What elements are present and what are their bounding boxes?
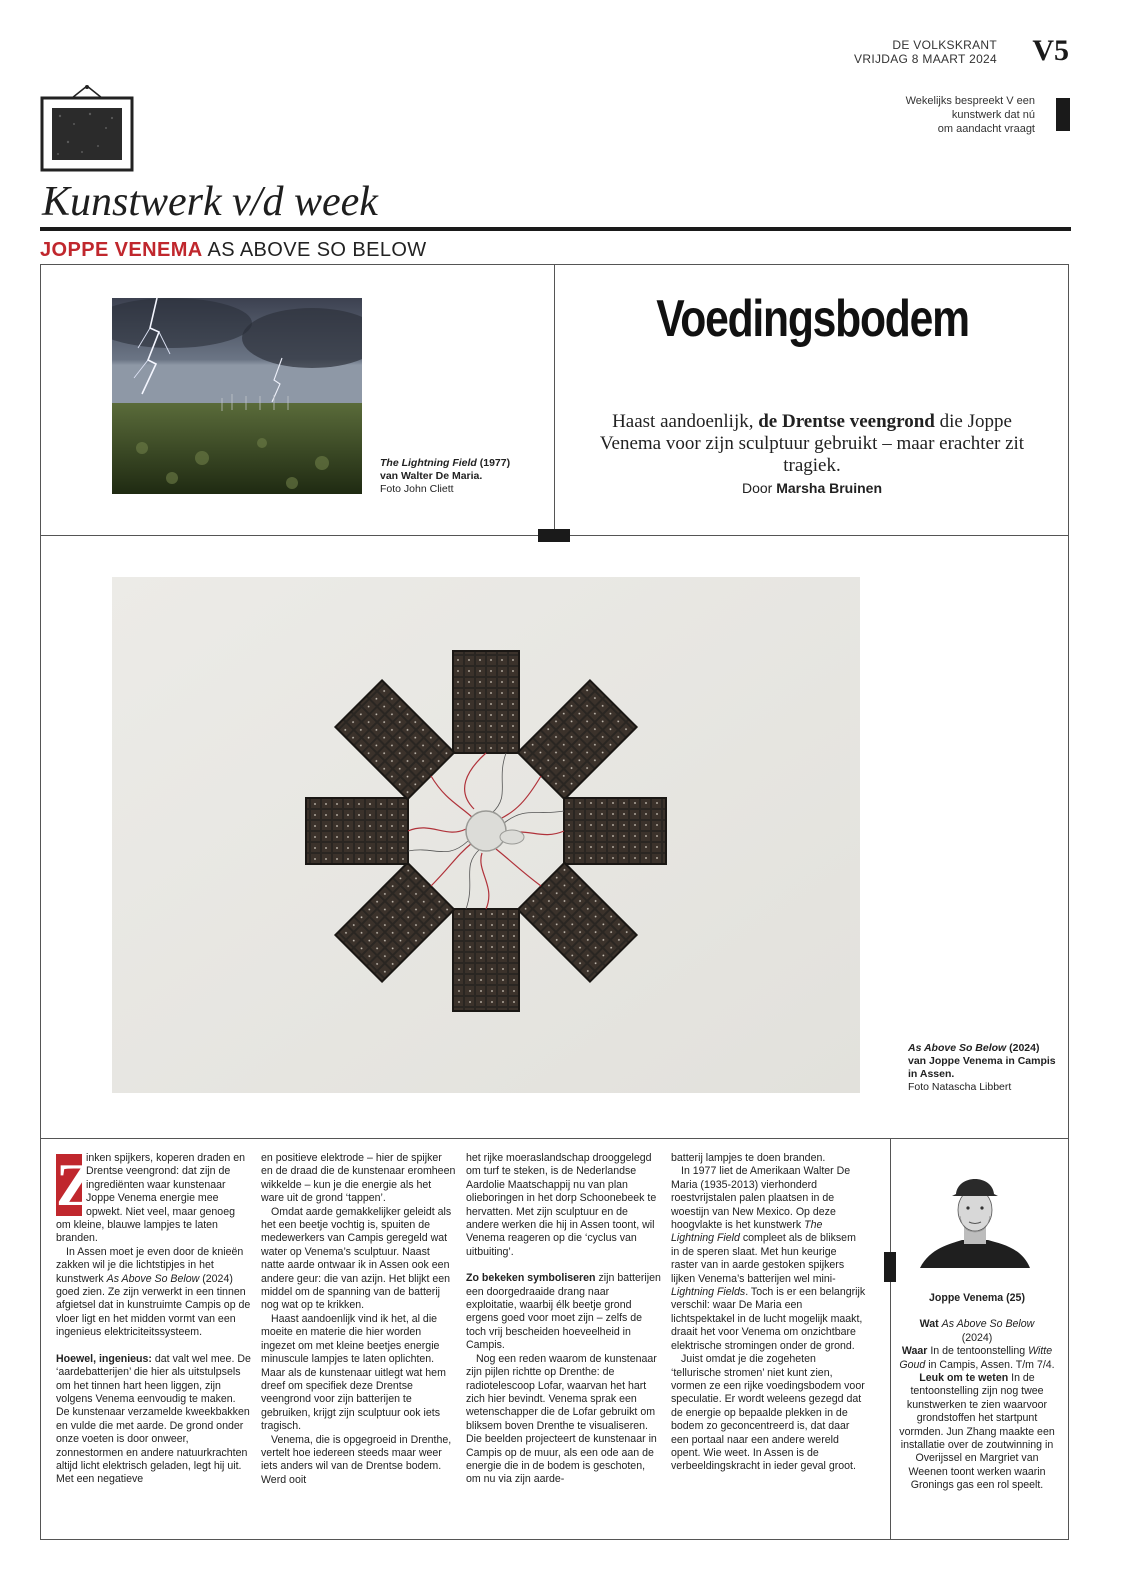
label: Leuk om te weten: [919, 1372, 1009, 1385]
text: In 1977 liet de Amerikaan Walter De Maria (1935-2013) vierhonderd roestvrijstalen palen plaatsen in de woestijn van New Mexico. Op deze hoogvlakte is het kunstwerk: [671, 1165, 851, 1232]
work-year: (2024): [961, 1331, 993, 1344]
storm-photo-caption: [380, 457, 550, 496]
exhibition-title: Witte Goud: [899, 1345, 1053, 1371]
article-column-3: [466, 1152, 661, 1487]
page-number: V5: [1032, 34, 1069, 67]
text: . Toch is er een belangrijk verschil: waar De Maria een lichtspektakel in de lucht mogelijk maakt, draait het voor Venema om onzichtbare elektrische stromingen onder de grond.: [671, 1286, 866, 1352]
drop-cap: Z: [56, 1152, 97, 1218]
section-title: Kunstwerk v/d week: [42, 179, 378, 225]
work-title: As Above So Below: [941, 1318, 1035, 1331]
paragraph: [466, 1272, 661, 1352]
intro-line: Wekelijks bespreekt V een: [905, 95, 1035, 107]
paragraph: inken spijkers, koperen draden en Drentse veengrond: dat zijn de ingrediënten waar kunstenaar Joppe Venema energie mee opwekt. Niet veel, maar genoeg om kleine, blauwe lampjes te laten branden.: [56, 1152, 246, 1245]
paragraph: Haast aandoenlijk vind ik het, al die moeite en materie die hier worden ingezet om met kleine beetjes energie minuscule lampjes te laten oplichten. Maar als de kunstenaar uitlegt wat hem dreef om specifiek deze Drentse veengrond voor zijn batterijen te gebruiken, krijgt zijn sculptuur ook iets tragisch.: [261, 1312, 446, 1433]
caption-year: (2024): [1006, 1042, 1040, 1054]
paragraph: Venema, die is opgegroeid in Drenthe, vertelt hoe iedereen steeds maar weer iets anders wil van de Drentse bodem. Werd ooit: [261, 1433, 452, 1486]
paper-name: DE VOLKSKRANT: [892, 38, 997, 52]
caption-credit: Foto John Cliett: [380, 483, 454, 495]
text: In de tentoonstelling zijn nog twee kunstwerken te zien waarvoor grondstoffen het startpunt vormden. Jun Zhang maakte een installatie over de zoutwinning in Overijssel en Margriet van Weenen toont werken waarin Gronings gas een rol speelt.: [899, 1372, 1055, 1492]
subhead: Zo bekeken symboliseren: [466, 1272, 596, 1285]
intro-line: om aandacht vraagt: [937, 123, 1035, 135]
info-waar: [896, 1345, 1058, 1372]
sidebar-divider: [890, 1138, 891, 1540]
caption-artist: van Walter De Maria.: [380, 470, 483, 482]
text: compleet als de bliksem in de speren slaat. Met hun keurige raster van in aarde gestoken spijkers lijken Venema’s batterijen wel mini-: [671, 1232, 856, 1285]
kicker-work: AS ABOVE SO BELOW: [207, 239, 427, 261]
artist-name: Joppe Venema (25): [929, 1292, 1025, 1304]
paragraph: Omdat aarde gemakkelijker geleidt als het een beetje vochtig is, spuiten de medewerkers van Campis geregeld wat water op Venema’s sculptuur. Naast natte aarde ontwaar ik in Assen ook een andere geur: die van azijn. Het blijkt een middel om de spanning van de batterij nog wat op te krikken.: [261, 1205, 452, 1312]
lede-text: Haast aandoenlijk,: [612, 411, 759, 432]
label: Waar: [901, 1345, 928, 1358]
picture-frame-icon: [40, 84, 134, 172]
byline-author: Marsha Bruinen: [776, 480, 883, 496]
issue-date: VRIJDAG 8 MAART 2024: [854, 52, 997, 66]
paragraph: [671, 1165, 866, 1353]
paragraph: het rijke moeraslandschap drooggelegd om turf te steken, is de Nederlandse Aardolie Maatschappij nu van plan olieboringen in het dorp Schoonebeek te hervatten. Met zijn sculptuur en de andere werken die hij in Assen toont, wil Venema reageren op die ‘cyclus van uitbuiting’.: [466, 1152, 657, 1258]
text: dat valt wel mee. De ‘aardebatterijen’ die hier als uitstulpsels om het tinnen hart heen liggen, zijn volgens Venema eenvoudig te maken. De kunstenaar verzamelde kweekbakken en vulde die met aarde. De grond onder onze voeten is door onweer, zonnestormen en andere natuurkrachten altijd licht elektrisch geladen, legt hij uit. Met een negatieve: [56, 1352, 251, 1486]
text: In Assen moet je even door de knieën zakken wil je die lichtstipjes in het kunstwerk: [56, 1245, 244, 1285]
kicker-artist: JOPPE VENEMA: [40, 239, 203, 261]
work-title: As Above So Below: [106, 1272, 200, 1285]
caption-title: As Above So Below: [908, 1042, 1007, 1054]
masthead-info: [854, 38, 997, 66]
lede: [580, 411, 1044, 477]
byline-prefix: Door: [741, 480, 777, 496]
paragraph: batterij lampjes te doen branden.: [671, 1152, 826, 1164]
sidebar-tab-marker: [884, 1252, 896, 1282]
paragraph: Nog een reden waarom de kunstenaar zijn pijlen richtte op Drenthe: de radiotelescoop Lofar, waarvan het hart zich hier bevindt. Venema sprak een wetenschapper die de Lofar gebruikt om bliksem boven Drenthe te visualiseren. Die beelden projecteert de kunstenaar in Campis op de muur, als een ode aan de energie die in de bodem is geschoten, om nu via zijn aarde-: [466, 1352, 657, 1486]
caption-credit: Foto Natascha Libbert: [908, 1081, 1012, 1093]
info-wat: [896, 1318, 1058, 1331]
artist-portrait: [916, 1168, 1034, 1268]
panel-tab-marker: [538, 529, 570, 542]
text: In de tentoonstelling: [930, 1345, 1029, 1358]
work-title: Lightning Fields: [671, 1286, 746, 1299]
lightning-field-photo: [112, 298, 362, 494]
subhead: Hoewel, ingenieus:: [56, 1352, 152, 1365]
article-column-2: [261, 1152, 456, 1487]
article-column-4: [671, 1152, 866, 1474]
work-title: The Lightning Field: [671, 1219, 823, 1245]
kicker: [40, 238, 427, 262]
info-leuk: [896, 1372, 1058, 1493]
info-box: [896, 1292, 1058, 1493]
text: zijn batterijen een doorgedraaide drang naar exploitatie, waarbij élk beetje grond ergens goed voor moet zijn – zelfs de toch vrij bescheiden hoeveelheid in Campis.: [466, 1272, 661, 1352]
artwork-photo: [112, 577, 860, 1093]
paragraph: Juist omdat je die zogeheten ‘tellurische stromen’ niet kunt zien, vormen ze een rijke voedingsbodem voor speculatie. Er wordt weleens gezegd dat de energie op bepaalde plekken in de bodem zo geconcentreerd is, dat daar een portaal naar een andere wereld opent. Wie weet. In Assen is de verbeeldingskracht in ieder geval groot.: [671, 1353, 865, 1473]
panel-divider: [554, 264, 555, 536]
caption-year: (1977): [476, 457, 511, 469]
label: Wat: [919, 1318, 939, 1331]
paragraph: en positieve elektrode – hier de spijker en de draad die de kunstenaar eromheen wikkelde – kun je die energie als het ware uit de grond ‘tappen’.: [261, 1152, 456, 1205]
lede-bold: de Drentse veengrond: [758, 411, 935, 432]
intro-note: [815, 94, 1035, 136]
artwork-caption: [908, 1042, 1058, 1094]
text: (2024) goed zien. Ze zijn verwerkt in een tinnen afgietsel dat in kunstruimte Campis op de vloer ligt en het midden vormt van een ingenieus elektriciteitssysteem.: [56, 1272, 251, 1339]
lede-text: die Joppe Venema voor zijn sculptuur gebruikt – maar erachter zit tragiek.: [599, 411, 1025, 476]
caption-artist: van Joppe Venema in Campis in Assen.: [908, 1055, 1056, 1080]
headline: Voedingsbodem: [656, 290, 969, 348]
article-column-1: [56, 1152, 251, 1487]
byline: [580, 479, 1044, 497]
paragraph: [56, 1353, 251, 1487]
intro-line: kunstwerk dat nú: [951, 109, 1035, 121]
intro-marker: [1056, 98, 1070, 131]
title-rule: [40, 227, 1071, 231]
caption-title: The Lightning Field: [380, 457, 477, 469]
text: in Campis, Assen. T/m 7/4.: [925, 1358, 1055, 1371]
paragraph: [56, 1246, 251, 1340]
